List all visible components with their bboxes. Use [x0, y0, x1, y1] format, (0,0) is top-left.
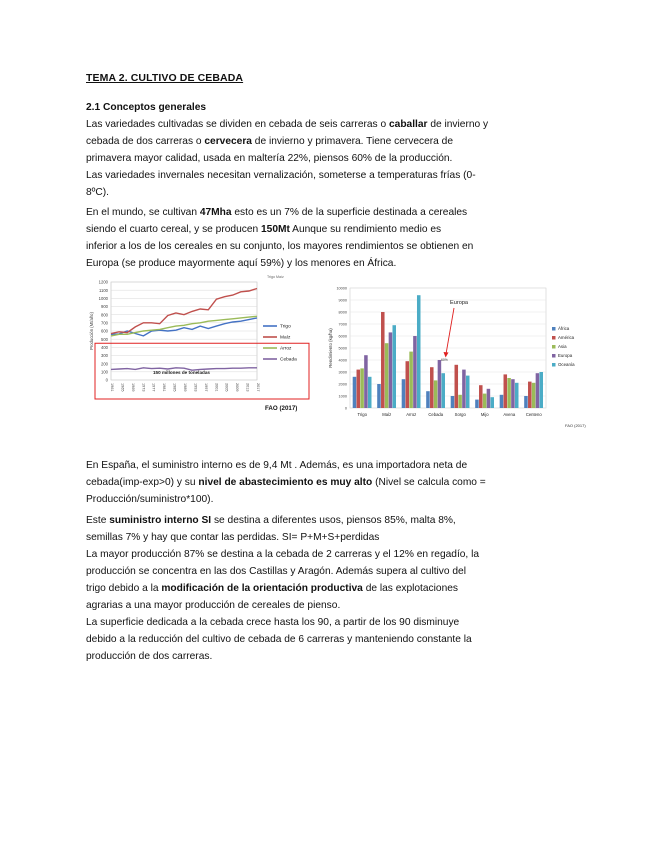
bar-asia [360, 368, 364, 408]
x-tick-label: 2005 [224, 383, 229, 392]
legend-swatch [552, 345, 556, 349]
y-tick-label: 9000 [338, 298, 347, 303]
bar-américa [381, 312, 385, 408]
paragraph-surface [86, 614, 516, 665]
y-tick-label: 100 [101, 369, 108, 375]
legend-label: Europa [558, 353, 573, 358]
bar-américa [357, 370, 361, 408]
x-tick-label: 1985 [172, 383, 177, 392]
legend-label: Cebada [280, 357, 297, 363]
y-tick-label: 1000 [338, 394, 347, 399]
p1-text: Las variedades cultivadas se dividen en cebada de seis carreras o [86, 119, 389, 130]
bar-asia [532, 383, 536, 408]
y-tick-label: 400 [101, 344, 108, 350]
yield-bar-chart-svg [322, 282, 600, 430]
p2-text: En el mundo, se cultivan [86, 207, 200, 218]
legend-label: Trigo [280, 324, 291, 330]
legend-label: Arroz [280, 346, 292, 352]
legend-label: Asia [558, 344, 567, 349]
y-tick-label: 1100 [98, 287, 108, 293]
x-tick-label: Avena [503, 412, 516, 417]
p4-text: La mayor producción 87% se destina a la cebada de 2 carreras y el 12% en regadío, la [86, 549, 480, 560]
bar-europa [536, 373, 540, 408]
p1-text: 8ºC). [86, 187, 109, 198]
y-tick-label: 1000 [98, 295, 108, 301]
legend-swatch [552, 363, 556, 367]
bar-áfrica [524, 396, 528, 408]
yield-bar-chart [322, 282, 600, 430]
legend-swatch [552, 327, 556, 331]
p1-text: de invierno y [427, 119, 489, 130]
bar-asia [409, 352, 413, 408]
x-tick-label: 1977 [151, 383, 156, 392]
paragraph-spain [86, 457, 516, 508]
p1-bold-cervecera: cervecera [204, 136, 252, 147]
p3-bold-abastecimiento: nivel de abastecimiento es muy alto [198, 477, 373, 488]
bar-américa [406, 361, 410, 408]
p2-bold-47mha: 47Mha [199, 207, 232, 218]
bar-europa [413, 336, 417, 408]
p4-bold-orientacion: modificación de la orientación productiva [161, 583, 363, 594]
p4-bold-si: suministro interno SI [109, 515, 212, 526]
p2-text: Europa (se produce mayormente aquí 59%) y los menores en África. [86, 258, 397, 269]
y-tick-label: 7000 [338, 322, 347, 327]
bar-europa [487, 389, 491, 408]
bar-áfrica [451, 396, 455, 408]
y-axis-label: Rendimiento (kg/ha) [328, 328, 333, 368]
x-tick-label: 1993 [193, 383, 198, 392]
p4-text: agrarias a una mayor producción de cereales de pienso. [86, 600, 341, 611]
y-tick-label: 1200 [98, 279, 108, 285]
p2-bold-150mt: 150Mt [261, 224, 290, 235]
bar-oceanía [490, 397, 494, 408]
p1-text: cebada de dos carreras o [86, 136, 205, 147]
p4-text: trigo debido a la [86, 583, 162, 594]
p1-text: de invierno y primavera. Tiene cervecera de [251, 136, 453, 147]
legend-label: África [558, 326, 570, 331]
bar-europa [364, 355, 368, 408]
bar-europa [389, 332, 393, 408]
bar-asia [483, 394, 487, 408]
x-tick-label: Maíz [382, 412, 392, 417]
y-tick-label: 800 [101, 312, 108, 318]
x-tick-label: 2001 [214, 383, 219, 392]
y-axis-label: Producción (Mt/año) [89, 312, 94, 350]
x-tick-label: 1997 [203, 383, 208, 392]
bar-asia [434, 380, 438, 408]
y-tick-label: 700 [101, 320, 108, 326]
p2-text: Aunque su rendimiento medio es [289, 224, 442, 235]
legend-label: Maíz [280, 335, 291, 341]
x-tick-label: 1989 [183, 383, 187, 392]
x-tick-label: Mijo [480, 412, 489, 417]
y-tick-label: 4000 [338, 358, 347, 363]
bar-oceanía [417, 295, 421, 408]
bar-américa [479, 385, 483, 408]
y-tick-label: 0 [344, 406, 347, 411]
x-tick-label: 2009 [235, 383, 240, 392]
bar-asia [385, 343, 389, 408]
x-tick-label: 1973 [141, 383, 146, 392]
x-tick-label: 1981 [162, 383, 167, 392]
p5-text: La superficie dedicada a la cebada crece hasta los 90, a partir de los 90 disminuye [86, 617, 460, 628]
p3-text: Producción/suministro*100). [86, 494, 214, 505]
p2-text: esto es un 7% de la superficie destinada a cereales [231, 207, 468, 218]
bar-europa [438, 360, 442, 408]
bar-oceanía [368, 377, 372, 408]
x-tick-label: Cebada [428, 412, 444, 417]
y-tick-label: 3000 [338, 370, 347, 375]
y-tick-label: 5000 [338, 346, 347, 351]
bar-américa [430, 367, 434, 408]
p4-text: producción se concentra en las dos Castillas y Aragón. Además supera al cultivo del [86, 566, 466, 577]
chart-source: FAO (2017) [565, 423, 586, 428]
legend-label: América [558, 335, 575, 340]
bar-áfrica [426, 391, 430, 408]
bar-américa [504, 374, 508, 408]
p1-text: primavera mayor calidad, usada en maltería 22%, piensos 60% de la producción. [86, 153, 453, 164]
x-tick-label: 1965 [120, 383, 125, 392]
bar-oceanía [392, 325, 396, 408]
page-title: TEMA 2. CULTIVO DE CEBADA [86, 72, 244, 84]
bar-oceanía [515, 383, 519, 408]
section-heading: 2.1 Conceptos generales [86, 102, 207, 113]
paragraph-world [86, 204, 516, 272]
p4-text: de las explotaciones [362, 583, 459, 594]
p2-text: siendo el cuarto cereal, y se producen [86, 224, 261, 235]
bar-áfrica [353, 377, 357, 408]
x-tick-label: 2017 [256, 383, 260, 392]
p5-text: producción de dos carreras. [86, 651, 213, 662]
y-tick-label: 6000 [338, 334, 347, 339]
x-tick-label: Trigo [357, 412, 367, 417]
x-tick-label: 2013 [245, 383, 250, 392]
p1-bold-caballar: caballar [388, 119, 428, 130]
y-tick-label: 500 [101, 336, 108, 342]
y-tick-label: 0 [105, 377, 108, 383]
chart-annotation: 150 millones de toneladas [153, 370, 210, 375]
chart-annotation: Europa [450, 300, 469, 306]
bar-áfrica [475, 400, 479, 408]
bar-oceanía [441, 373, 445, 408]
bar-oceanía [466, 376, 470, 408]
bar-áfrica [402, 379, 406, 408]
bar-áfrica [377, 384, 381, 408]
p4-text: se destina a diferentes usos, piensos 85%, malta 8%, [211, 515, 456, 526]
p3-text: (Nivel se calcula como = [372, 477, 486, 488]
y-tick-label: 900 [101, 304, 108, 310]
chart-annotation-percent: 60% [441, 358, 448, 362]
production-line-chart-svg [85, 268, 319, 413]
y-tick-label: 10000 [336, 286, 347, 291]
bar-europa [462, 370, 466, 408]
bar-américa [528, 382, 532, 408]
x-tick-label: Sorgo [454, 412, 466, 417]
y-tick-label: 300 [101, 353, 108, 359]
y-tick-label: 600 [101, 328, 108, 334]
x-tick-label: 1969 [130, 383, 135, 392]
bar-áfrica [500, 395, 504, 408]
p3-text: cebada(imp-exp>0) y su [86, 477, 199, 488]
paragraph-supply [86, 512, 516, 614]
section-1 [86, 99, 516, 201]
chart-source: FAO (2017) [265, 405, 298, 412]
y-tick-label: 200 [101, 361, 108, 367]
y-tick-label: 2000 [338, 382, 347, 387]
p5-text: debido a la reducción del cultivo de cebada de 6 carreras y manteniendo constante la [86, 634, 472, 645]
legend-label: Oceanía [558, 362, 575, 367]
y-tick-label: 8000 [338, 310, 347, 315]
p4-text: Este [86, 515, 110, 526]
p1-text: Las variedades invernales necesitan vernalización, someterse a temperaturas frías (0- [86, 170, 476, 181]
p2-text: inferior a los de los cereales en su conjunto, los mayores rendimientos se obtienen en [86, 241, 474, 252]
bar-asia [507, 378, 511, 408]
legend-swatch [552, 336, 556, 340]
x-tick-label: 1961 [110, 383, 114, 392]
p3-text: En España, el suministro interno es de 9,4 Mt . Además, es una importadora neta de [86, 460, 468, 471]
x-tick-label: Arroz [406, 412, 417, 417]
bar-europa [511, 379, 515, 408]
x-tick-label: Centeno [525, 412, 542, 417]
bar-américa [455, 365, 459, 408]
p4-text: semillas 7% y hay que contar las perdidas. SI= P+M+S+perdidas [86, 532, 380, 543]
legend-top-label: Trigo Maíz [267, 275, 284, 279]
production-line-chart [85, 268, 319, 413]
bar-oceanía [539, 372, 543, 408]
bar-asia [458, 395, 462, 408]
legend-swatch [552, 354, 556, 358]
